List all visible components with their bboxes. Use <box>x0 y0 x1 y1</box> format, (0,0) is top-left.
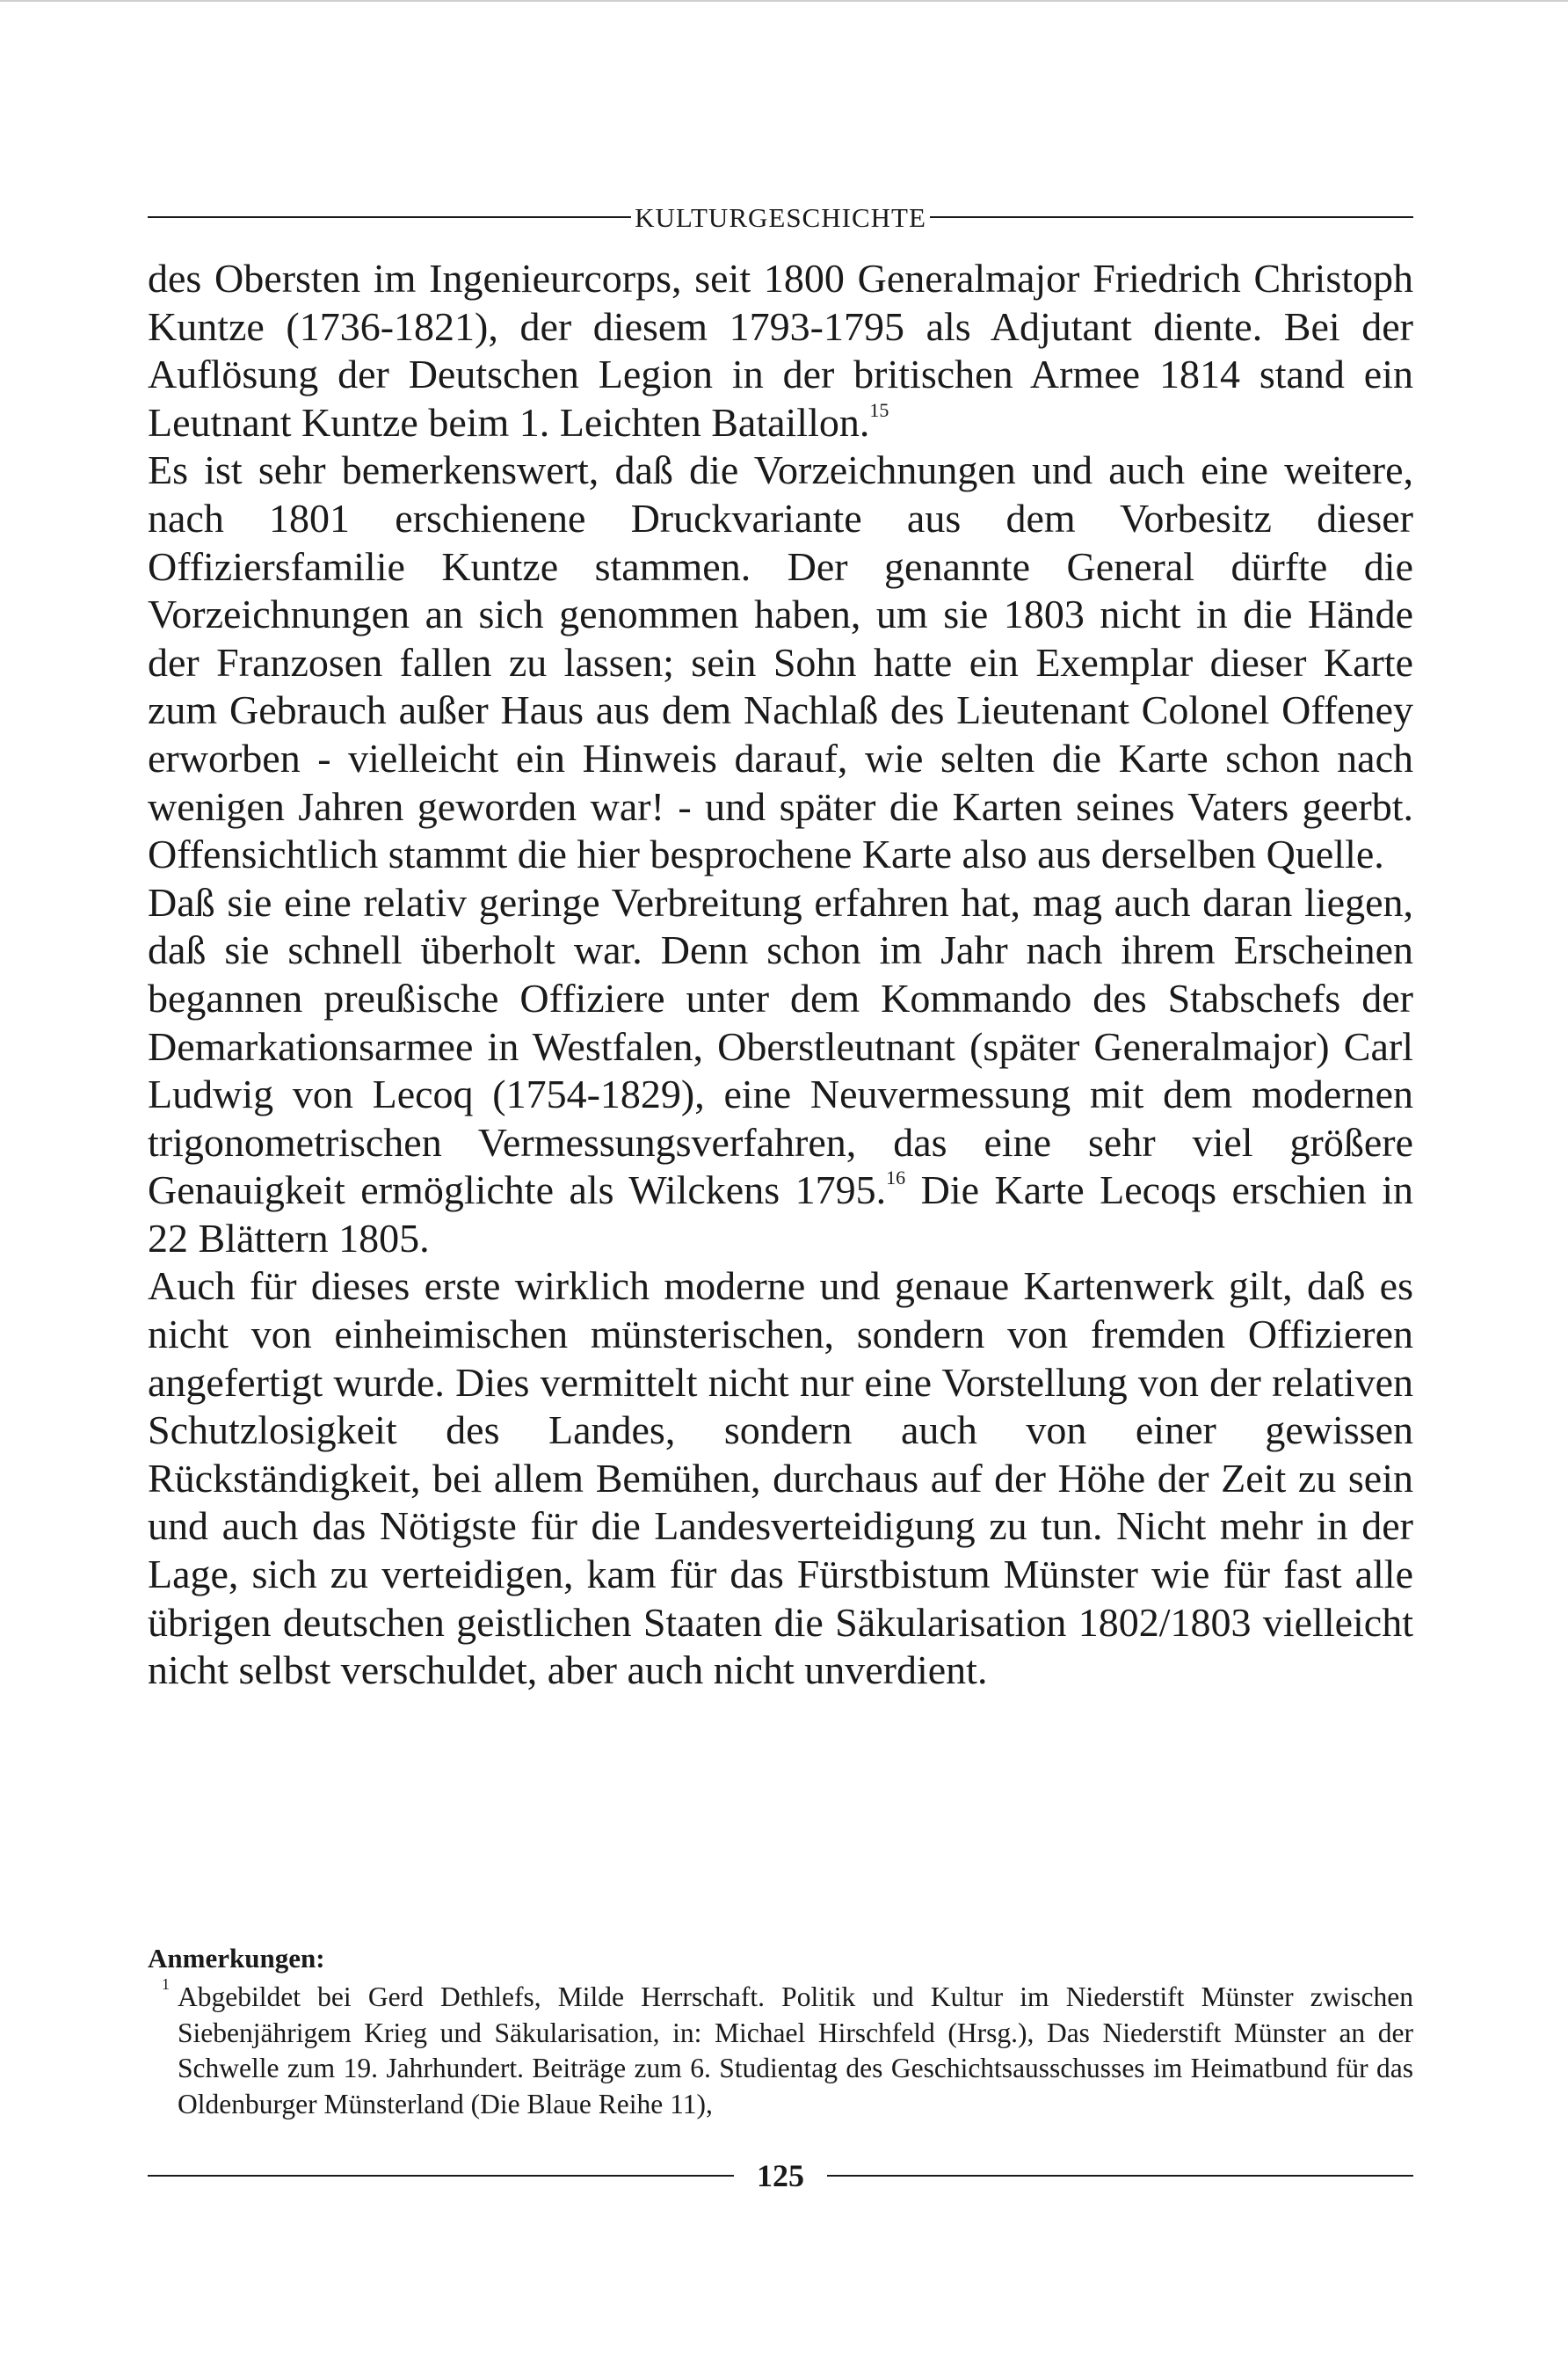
paragraph-1 <box>148 255 1413 447</box>
paragraph-2-text: Es ist sehr bemerkenswert, daß die Vorzeichnungen und auch eine weitere, nach 1801 erschienene Druckvariante aus dem Vorbesitz dieser Offiziersfamilie Kuntze stammen. Der genannte General dürfte die Vorzeichnungen an sich genommen haben, um sie 1803 nicht in die Hände der Franzosen fallen zu lassen; sein Sohn hatte ein Exemplar dieser Karte zum Gebrauch außer Haus aus dem Nachlaß des Lieutenant Colonel Offeney erworben - vielleicht ein Hinweis darauf, wie selten die Karte schon nach wenigen Jahren geworden war! - und später die Karten seines Vaters geerbt. Offensichtlich stammt die hier besprochene Karte also aus derselben Quelle. <box>148 447 1413 877</box>
footnote-ref-16: 16 <box>886 1167 906 1189</box>
paragraph-1-text: des Obersten im Ingenieurcorps, seit 1800 Generalmajor Friedrich Christoph Kuntze (1736-1821), der diesem 1793-1795 als Adjutant diente. Bei der Auflösung der Deutschen Legion in der britischen Armee 1814 stand ein Leutnant Kuntze beim 1. Leichten Bataillon. <box>148 256 1413 445</box>
footnote-1 <box>148 1975 1413 2122</box>
paragraph-3-text: Daß sie eine relativ geringe Verbreitung erfahren hat, mag auch daran liegen, daß sie schnell überholt war. Denn schon im Jahr nach ihrem Erscheinen begannen preußische Offiziere unter dem Kommando des Stabschefs der Demarkationsarmee in Westfalen, Oberstleutnant (später Generalmajor) Carl Ludwig von Lecoq (1754-1829), eine Neuvermessung mit dem modernen trigonometrischen Vermessungsverfahren, das eine sehr viel größere Genauigkeit ermöglichte als Wilckens 1795. <box>148 879 1413 1213</box>
page-footer <box>148 2154 1413 2198</box>
page-number: 125 <box>757 2158 804 2193</box>
page-top-edge <box>0 0 1568 2</box>
paragraph-4-text: Auch für dieses erste wirklich moderne und genaue Kartenwerk gilt, daß es nicht von einheimischen münsterischen, sondern von fremden Offizieren angefertigt wurde. Dies vermittelt nicht nur eine Vorstellung von der relativen Schutzlosigkeit des Landes, sondern auch von einer gewissen Rückständigkeit, bei allem Bemühen, durchaus auf der Höhe der Zeit zu sein und auch das Nötigste für die Landesverteidigung zu tun. Nicht mehr in der Lage, sich zu verteidigen, kam für das Fürstbistum Münster wie für fast alle übrigen deutschen geistlichen Staaten die Säkularisation 1802/1803 vielleicht nicht selbst verschuldet, aber auch nicht unverdient. <box>148 1263 1413 1693</box>
paragraph-3-tail: Die Karte Lecoqs erschien in 22 Blättern 1805. <box>148 1167 1414 1261</box>
running-title: KULTURGESCHICHTE <box>635 201 926 233</box>
footnote-text: Abgebildet bei Gerd Dethlefs, Milde Herrschaft. Politik und Kultur im Niederstift Münster zwischen Siebenjährigem Krieg und Säkularisation, in: Michael Hirschfeld (Hrsg.), Das Niederstift Münster an der Schwelle zum 19. Jahrhundert. Beiträge zum 6. Studientag des Geschichtsausschusses im Heimatbund für das Oldenburger Münsterland (Die Blaue Reihe 11), <box>178 1981 1413 2119</box>
footer-rule-right <box>827 2175 1413 2177</box>
notes-section <box>148 1941 1413 2122</box>
paragraph-3 <box>148 879 1413 1263</box>
header-rule-right <box>930 216 1413 218</box>
body-text <box>148 255 1413 1695</box>
header-rule-left <box>148 216 631 218</box>
footnote-ref-15: 15 <box>869 398 889 421</box>
running-header <box>148 195 1413 239</box>
paragraph-2 <box>148 447 1413 878</box>
notes-heading: Anmerkungen: <box>148 1943 325 1974</box>
paragraph-4 <box>148 1262 1413 1694</box>
footnote-number: 1 <box>162 1975 170 1993</box>
footer-rule-left <box>148 2175 734 2177</box>
